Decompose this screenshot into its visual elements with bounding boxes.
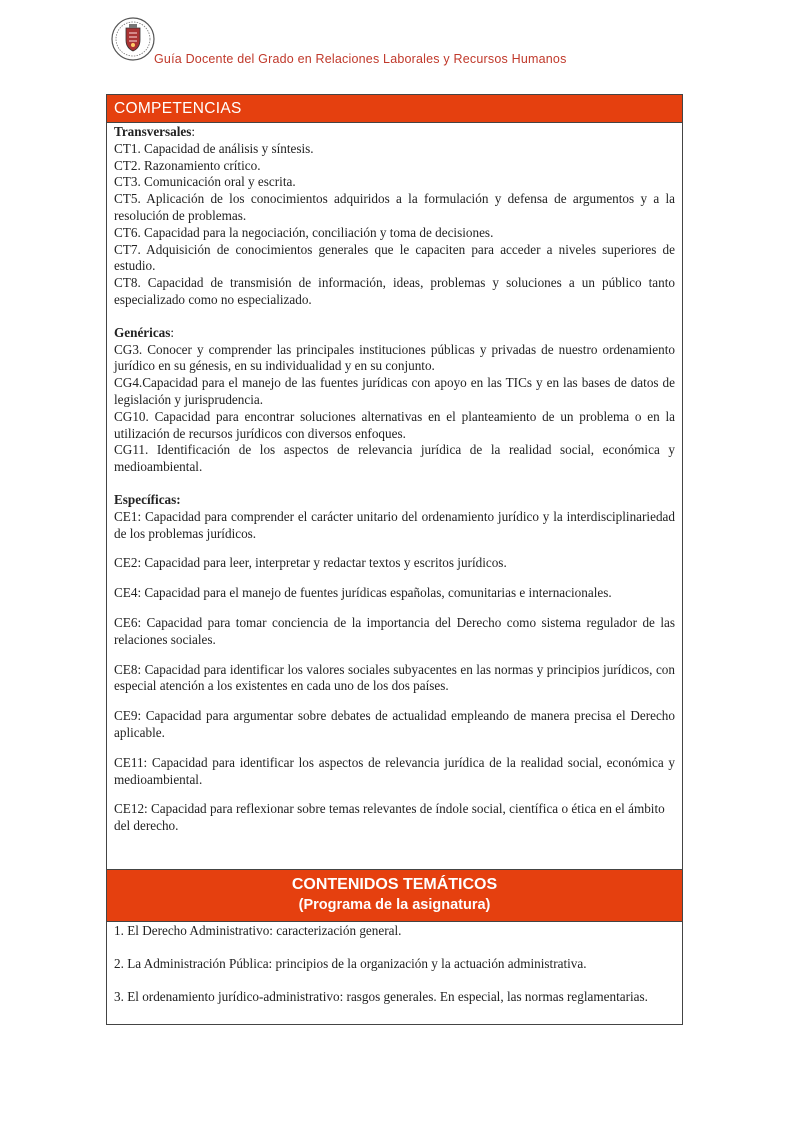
university-seal-icon	[110, 16, 156, 62]
contenidos-subtitle: (Programa de la asignatura)	[298, 897, 491, 913]
contenidos-section	[106, 870, 683, 1025]
competencias-section	[106, 94, 683, 870]
especificas-heading: Específicas:	[114, 491, 181, 507]
list-item: CE1: Capacidad para comprender el carácter unitario del ordenamiento jurídico y la interdisciplinariedad de los problemas jurídicos.	[114, 508, 675, 541]
contenidos-body	[107, 922, 682, 1005]
list-item: CT2. Razonamiento crítico.	[114, 157, 261, 173]
list-item: 2. La Administración Pública: principios de la organización y la actuación administrativa.	[114, 955, 587, 971]
especificas-group	[114, 492, 675, 835]
transversales-heading: Transversales	[114, 124, 192, 139]
list-item: CE11: Capacidad para identificar los aspectos de relevancia jurídica de la realidad social, económica y medioambiental.	[114, 754, 675, 787]
genericas-group: Genéricas: CG3. Conocer y comprender las principales instituciones públicas y privadas de nuestro ordenamiento jurídico en su génesis, en su individualidad y en su conjunto. CG4.Capacidad para el manejo de las fuentes jurídicas con apoyo en las TICs y en las bases de datos de legislación y jurisprudencia. CG10. Capacidad para encontrar soluciones alternativas en el planteamiento de un problema o en la utilización de recursos jurídicos con diversos enfoques. CG11. Identificación de los aspectos de relevancia jurídica de la realidad social, económica y medioambiental.	[114, 324, 675, 475]
transversales-group: Transversales: CT1. Capacidad de análisis y síntesis. CT2. Razonamiento crítico. CT3. Comunicación oral y escrita. CT5. Aplicación de los conocimientos adquiridos a la formulación y defensa de argumentos y a la resolución de problemas. CT6. Capacidad para la negociación, conciliación y toma de decisiones. CT7. Adquisición de conocimientos generales que le capaciten para acceder a niveles superiores de estudio. CT8. Capacidad de transmisión de información, ideas, problemas y soluciones a un público tanto especializado como no especializado.	[114, 124, 675, 307]
list-item: CE9: Capacidad para argumentar sobre debates de actualidad empleando de manera precisa el Derecho aplicable.	[114, 708, 675, 740]
contenidos-header	[107, 870, 682, 922]
list-item: CG10. Capacidad para encontrar soluciones alternativas en el planteamiento de un problema o en la utilización de recursos jurídicos con diversos enfoques.	[114, 408, 675, 441]
list-item: CG3. Conocer y comprender las principales instituciones públicas y privadas de nuestro ordenamiento jurídico en su génesis, en su individualidad y en su conjunto.	[114, 341, 675, 374]
list-item: CT8. Capacidad de transmisión de información, ideas, problemas y soluciones a un público tanto especializado como no especializado.	[114, 275, 675, 307]
list-item: CE4: Capacidad para el manejo de fuentes jurídicas españolas, comunitarias e internacionales.	[114, 585, 612, 601]
contenidos-title: CONTENIDOS TEMÁTICOS	[291, 876, 498, 893]
header-title: Guía Docente del Grado en Relaciones Laborales y Recursos Humanos	[154, 52, 567, 66]
list-item: CT7. Adquisición de conocimientos generales que le capaciten para acceder a niveles superiores de estudio.	[114, 241, 675, 274]
list-item: CE12: Capacidad para reflexionar sobre temas relevantes de índole social, científica o ética en el ámbito del derecho.	[114, 801, 665, 834]
list-item: CE8: Capacidad para identificar los valores sociales subyacentes en las normas y principios jurídicos, con especial atención a los existentes en cada uno de los dos países.	[114, 661, 675, 694]
competencias-title: COMPETENCIAS	[107, 95, 682, 123]
genericas-heading: Genéricas	[114, 324, 171, 340]
list-item: 3. El ordenamiento jurídico-administrativo: rasgos generales. En especial, las normas reglamentarias.	[114, 988, 648, 1004]
list-item: CT3. Comunicación oral y escrita.	[114, 174, 296, 190]
competencias-body	[107, 123, 682, 835]
list-item: CT6. Capacidad para la negociación, conciliación y toma de decisiones.	[114, 224, 494, 240]
list-item: CE2: Capacidad para leer, interpretar y redactar textos y escritos jurídicos.	[114, 555, 507, 571]
page-header	[108, 14, 708, 74]
list-item: CG4.Capacidad para el manejo de las fuentes jurídicas con apoyo en las TICs y en las bases de datos de legislación y jurisprudencia.	[114, 375, 675, 407]
list-item: CG11. Identificación de los aspectos de relevancia jurídica de la realidad social, económica y medioambiental.	[114, 442, 675, 475]
list-item: CE6: Capacidad para tomar conciencia de la importancia del Derecho como sistema regulador de las relaciones sociales.	[114, 614, 675, 647]
list-item: CT1. Capacidad de análisis y síntesis.	[114, 140, 314, 156]
list-item: 1. El Derecho Administrativo: caracterización general.	[114, 923, 402, 938]
list-item: CT5. Aplicación de los conocimientos adquiridos a la formulación y defensa de argumentos y a la resolución de problemas.	[114, 191, 675, 223]
